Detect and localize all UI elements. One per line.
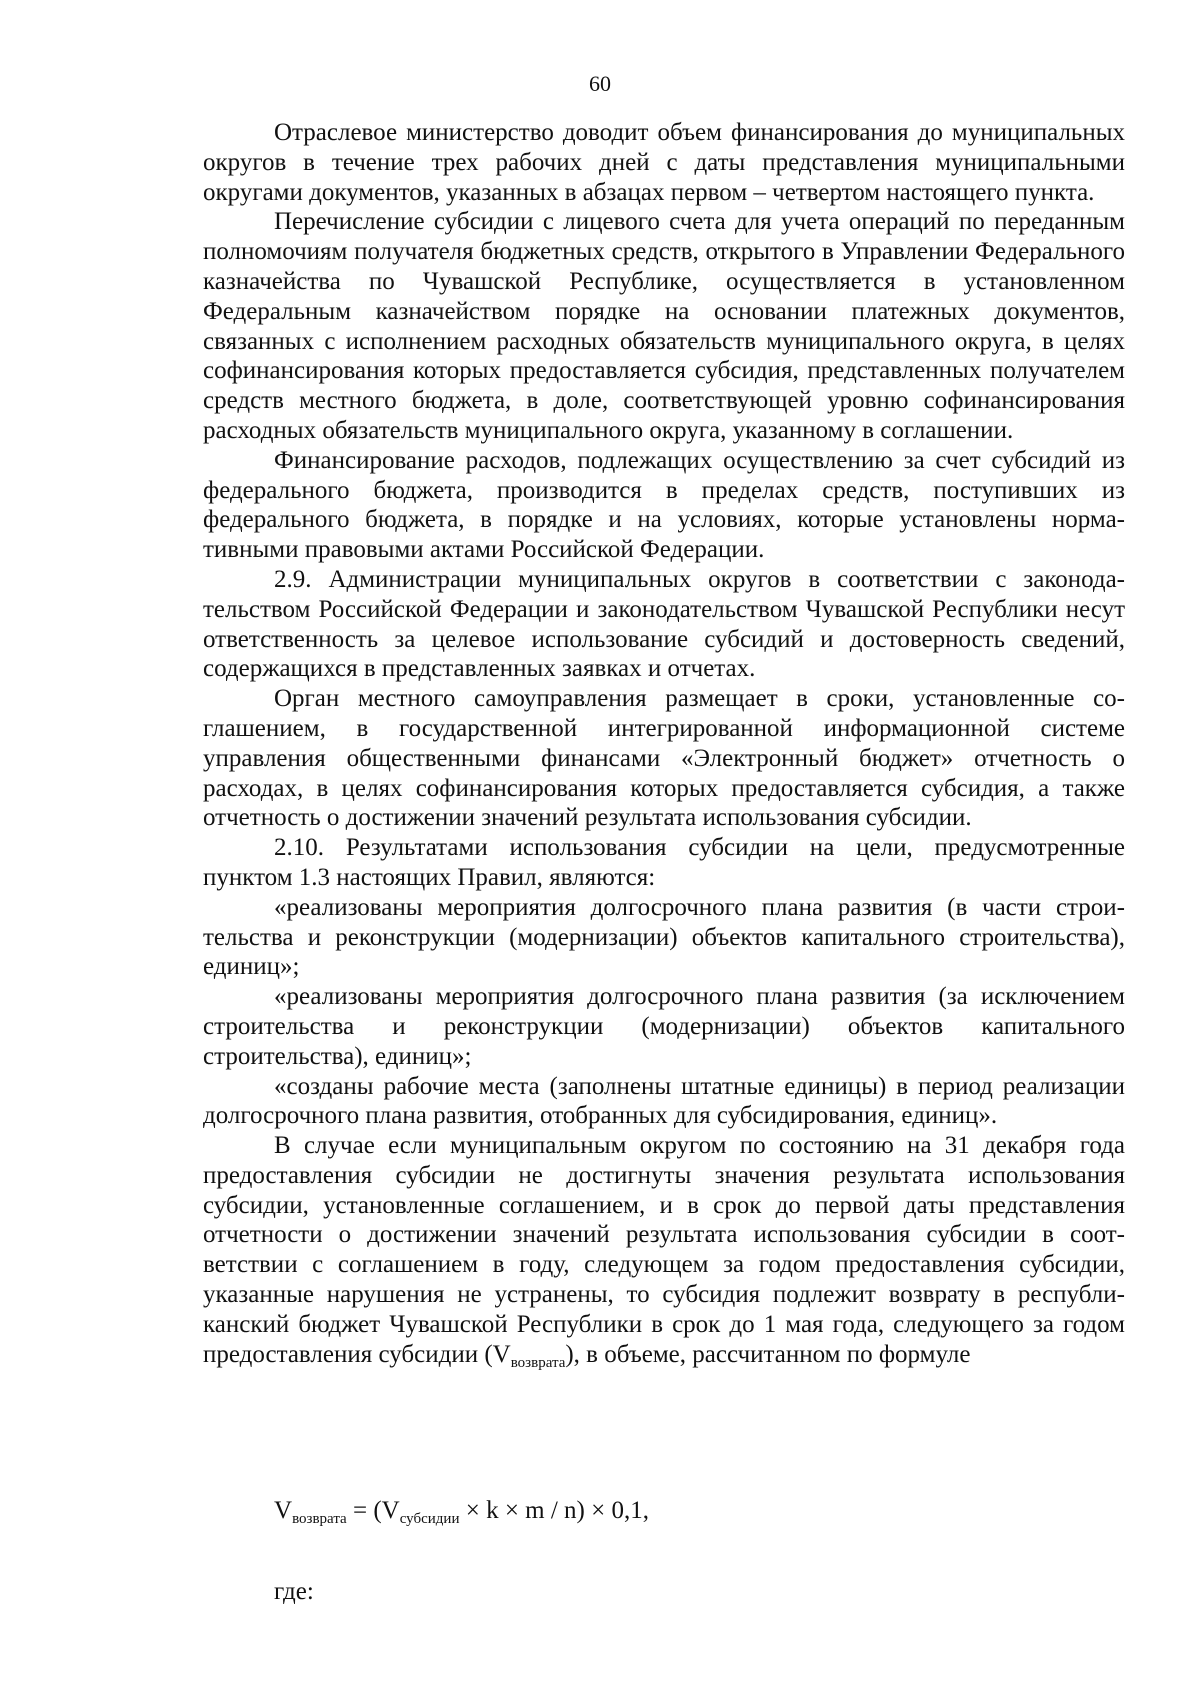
formula-eq-open: = (V [346,1497,400,1524]
formula-lhs-var: V [274,1497,293,1524]
paragraph-text: В случае если муниципальным округом по состоянию на 31 декабря года предоставления субсидии не достигнуты значения результата использования субсидии, установленные соглашением, и в срок до первой даты представления отчетности о достижении значений результата использования субсидии в соответствии с соглашением в году, следующем за годом предоставления субсидии, указанные нарушения не устранены, то субсидия подлежит возврату в республиканский бюджет Чувашской Республики в срок до 1 мая года, следующего за годом предоставления субсидии (V [203,1132,1125,1368]
formula-rhs-subscript: субсидии [399,1511,460,1527]
paragraph-text-tail: ), в объеме, рассчитанном по формуле [565,1340,971,1368]
paragraph-last [203,1131,1125,1369]
where-label: где: [274,1578,314,1605]
document-body [203,118,1125,1369]
page-number: 60 [589,71,611,96]
paragraph: Отраслевое министерство доводит объем финансирования до муниципальных округов в течение трех рабочих дней с даты представления муниципальными округами документов, указанных в абзацах первом – четвертом настоящего пункта. [203,119,1125,206]
formula-rhs-tail: × k × m / n) × 0,1, [459,1497,649,1524]
paragraph: Орган местного самоуправления размещает в сроки, установленные соглашением, в государственной интегрированной информационной системе управления общественными финансами «Электронный бюджет» отчетность о расходах, в целях софинансирования которых предоставляется субсидия, а также отчетность о достижении значений результата использования субсидии. [203,685,1125,832]
paragraph: «реализованы мероприятия долгосрочного плана развития (в части строительства и реконструкции (модернизации) объектов капитального строительства), единиц»; [203,893,1125,981]
formula [274,1496,649,1526]
paragraph: 2.10. Результатами использования субсидии на цели, предусмотренные пунктом 1.3 настоящих Правил, являются: [203,834,1125,891]
paragraph: «созданы рабочие места (заполнены штатные единицы) в период реализации долгосрочного плана развития, отобранных для субсидирования, единиц». [203,1072,1125,1130]
paragraph: Перечисление субсидии с лицевого счета для учета операций по переданным полномочиям получателя бюджетных средств, открытого в Управлении Федерального казначейства по Чувашской Республике, осуществляется в установленном Федеральным казначейством порядке на основании платежных документов, связанных с исполнением расходных обязательств муниципального округа, в целях софинансирования которых предоставляется субсидия, представленных получателем средств местного бюджета, в доле, соответствующей уровню софинансирования расходных обязательств муниципального округа, указанному в соглашении. [203,208,1125,444]
paragraph: 2.9. Администрации муниципальных округов в соответствии с законодательством Российской Федерации и законодательством Чувашской Республики несут ответственность за целевое использование субсидий и достоверность сведений, содержащихся в представленных заявках и отчетах. [203,565,1125,683]
paragraph: Финансирование расходов, подлежащих осуществлению за счет субсидий из федерального бюджета, производится в пределах средств, поступивших из федерального бюджета, в порядке и на условиях, которые установлены нормативными правовыми актами Российской Федерации. [203,446,1125,564]
subscript: возврата [510,1354,566,1371]
paragraph: «реализованы мероприятия долгосрочного плана развития (за исключением строительства и реконструкции (модернизации) объектов капитального строительства), единиц»; [203,983,1125,1070]
formula-lhs-subscript: возврата [292,1511,347,1527]
